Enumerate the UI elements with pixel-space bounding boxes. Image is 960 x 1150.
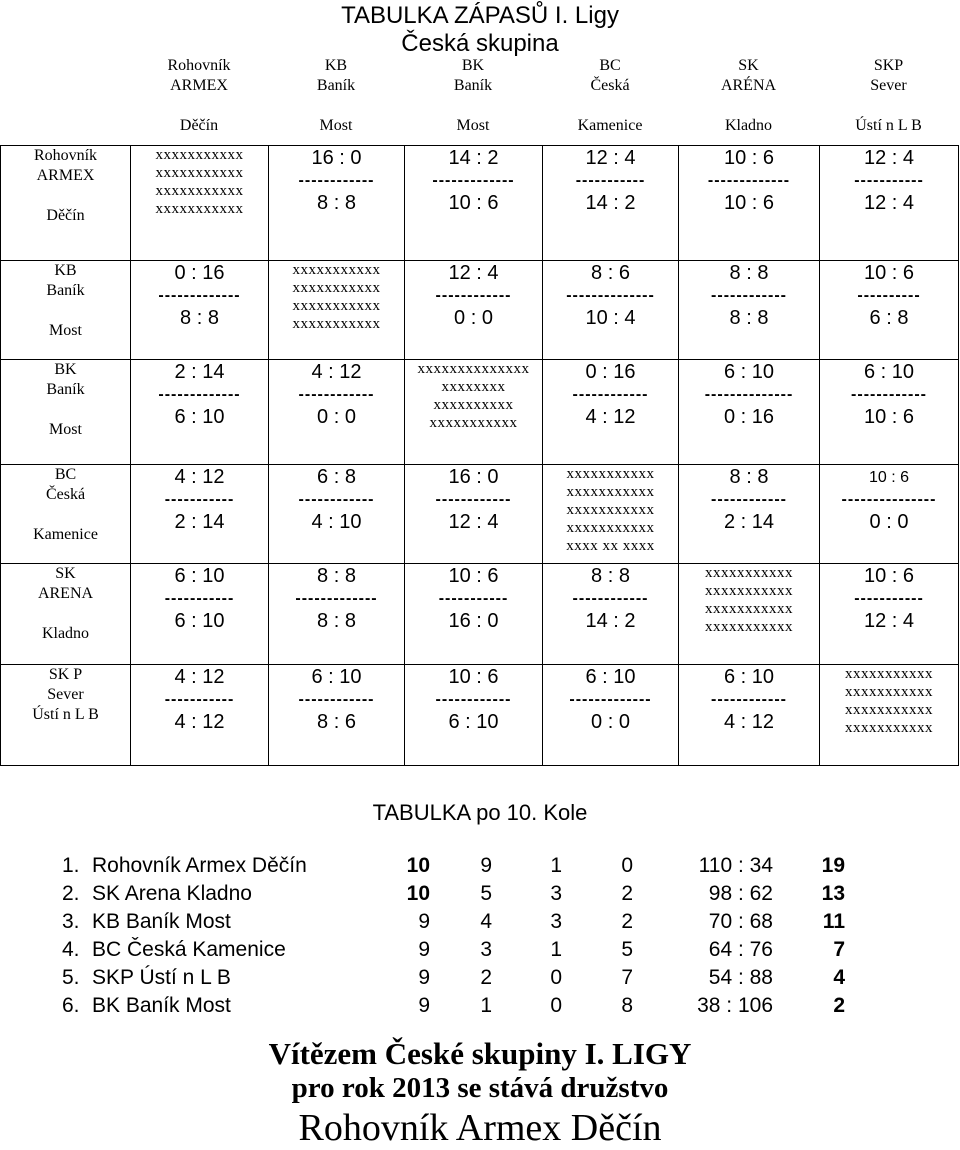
row-team-city: Most [49, 322, 82, 339]
self-match-mark: xxxxxxxxxxx [566, 466, 655, 482]
second-match-score: 0 : 0 [591, 711, 630, 733]
match-score-cell [543, 665, 679, 766]
self-match-mark: xxxxxxxxxxx [705, 583, 793, 599]
team-row [1, 146, 959, 261]
first-match-score: 10 : 6 [723, 147, 775, 169]
first-match-score: 8 : 8 [317, 565, 356, 587]
first-match-score: 6 : 8 [317, 466, 356, 488]
second-match-score: 10 : 4 [585, 307, 636, 329]
row-team-line: SK [55, 565, 76, 582]
second-match-score: 2 : 14 [174, 511, 225, 533]
score-divider: ------------ [572, 386, 649, 403]
score-divider: ------------ [572, 590, 649, 607]
row-team-line: Rohovník [33, 147, 98, 164]
first-match-score: 16 : 0 [311, 147, 362, 169]
match-score-cell [679, 465, 820, 564]
second-match-score: 4 : 12 [585, 406, 636, 428]
second-match-score: 10 : 6 [863, 406, 915, 428]
score-divider: ------------- [295, 590, 378, 607]
score-divider: ----------- [854, 172, 924, 189]
row-team-line: Baník [46, 282, 85, 299]
row-team-city: Most [49, 421, 82, 438]
self-match-mark: xxxxxxxxxxx [155, 147, 244, 163]
first-match-score: 4 : 12 [174, 466, 225, 488]
standings-score: 64 : 76 [708, 938, 773, 961]
column-header-line: Baník [453, 77, 493, 94]
self-match-mark: xxxxxxxxxxx [845, 702, 933, 718]
page-title: TABULKA ZÁPASŮ I. Ligy [341, 2, 619, 29]
standings-w: 4 [480, 910, 492, 933]
column-header-line: BK [461, 57, 485, 74]
second-match-score: 4 : 12 [174, 711, 225, 733]
first-match-score: 8 : 8 [591, 565, 630, 587]
match-score-cell [269, 665, 405, 766]
second-match-score: 0 : 0 [454, 307, 493, 329]
column-header [268, 56, 404, 140]
match-score-cell [820, 146, 959, 261]
standings-d: 1 [550, 938, 562, 961]
standings-score: 70 : 68 [708, 910, 773, 933]
row-team-line: Baník [46, 381, 85, 398]
column-header-city: Děčín [179, 117, 219, 134]
match-score-cell [131, 465, 269, 564]
match-score-cell [820, 360, 959, 465]
self-match-cell [269, 261, 405, 360]
self-match-mark: xxxxxxxxxxx [705, 619, 793, 635]
standings-w: 3 [480, 938, 492, 961]
standings-score: 38 : 106 [697, 994, 773, 1017]
second-match-score: 16 : 0 [448, 610, 499, 632]
standings-d: 0 [550, 994, 562, 1017]
first-match-score: 10 : 6 [448, 565, 499, 587]
column-header-line: Česká [590, 77, 630, 94]
standings-w: 2 [480, 966, 492, 989]
match-score-cell [131, 261, 269, 360]
first-match-score: 6 : 10 [723, 666, 775, 688]
standings-d: 0 [550, 966, 562, 989]
self-match-mark: xxxxxxxxxxx [845, 666, 933, 682]
column-header [819, 56, 958, 140]
standings-team: SKP Ústí n L B [92, 966, 231, 989]
standings-team: BC Česká Kamenice [92, 938, 286, 961]
match-score-cell [405, 261, 543, 360]
standings-team: SK Arena Kladno [92, 882, 252, 905]
match-score-cell [405, 665, 543, 766]
standings-pts: 11 [822, 910, 845, 933]
first-match-score: 2 : 14 [174, 361, 225, 383]
standings-p: 9 [418, 910, 430, 933]
standings-pts: 7 [833, 938, 845, 961]
standings-score: 98 : 62 [708, 882, 773, 905]
self-match-mark: xxxxxxxxxxx [292, 316, 381, 332]
match-score-cell [679, 360, 820, 465]
row-team-line: SK P [48, 666, 83, 683]
score-divider: ------------ [435, 691, 512, 708]
standings-row [62, 992, 845, 1020]
score-divider: ----------- [438, 590, 509, 607]
first-match-score: 6 : 10 [311, 666, 362, 688]
row-team-city: Kamenice [33, 526, 98, 543]
standings-l: 0 [621, 854, 633, 877]
standings-l: 7 [621, 966, 633, 989]
first-match-score: 8 : 8 [729, 262, 769, 284]
first-match-score: 4 : 12 [311, 361, 362, 383]
row-team-label [1, 465, 131, 564]
first-match-score: 10 : 6 [448, 666, 499, 688]
row-team-line: ARENA [37, 585, 94, 602]
self-match-mark: xxxxxxxxxxx [155, 183, 244, 199]
second-match-score: 14 : 2 [585, 610, 636, 632]
score-divider: ------------ [711, 287, 787, 304]
match-score-cell [820, 465, 959, 564]
team-row [1, 465, 959, 564]
team-row [1, 665, 959, 766]
score-divider: ------------ [298, 172, 375, 189]
standings-pts: 13 [821, 882, 845, 905]
score-divider: ------------ [298, 386, 375, 403]
match-score-cell [543, 146, 679, 261]
column-header [404, 56, 542, 140]
row-team-line: Ústí n L B [32, 706, 99, 723]
match-table [0, 145, 959, 766]
self-match-mark: xxxxxxxxxxx [845, 720, 933, 736]
score-divider: ----------- [164, 691, 235, 708]
column-header-line: SK [738, 57, 759, 74]
second-match-score: 6 : 10 [174, 406, 225, 428]
standings-p: 10 [406, 882, 430, 905]
winner-team: Rohovník Armex Děčín [298, 1107, 662, 1149]
second-match-score: 2 : 14 [723, 511, 775, 533]
column-header [542, 56, 678, 140]
second-match-score: 12 : 4 [863, 610, 915, 632]
score-divider: ----------- [164, 590, 235, 607]
standings-score: 54 : 88 [708, 966, 773, 989]
self-match-mark: xxxxxxxxxxx [292, 280, 381, 296]
self-match-mark: xxxxxxxxxxx [566, 502, 655, 518]
team-row [1, 564, 959, 665]
match-score-cell [405, 146, 543, 261]
first-match-score: 10 : 6 [863, 565, 915, 587]
standings-w: 9 [480, 854, 492, 877]
second-match-score: 8 : 8 [317, 192, 356, 214]
self-match-mark: xxxxxxxxxxx [566, 484, 655, 500]
match-score-cell [405, 564, 543, 665]
self-match-mark: xxxxxxxxxxx [155, 201, 244, 217]
standings-score: 110 : 34 [698, 854, 773, 877]
standings-row [62, 908, 845, 936]
row-team-line: BK [54, 361, 77, 378]
standings-pts: 2 [833, 994, 845, 1017]
standings-row [62, 852, 845, 880]
first-match-score: 6 : 10 [174, 565, 225, 587]
score-divider: ------------- [158, 386, 241, 403]
self-match-mark: xxxxxxxxxxx [566, 520, 655, 536]
first-match-score: 16 : 0 [448, 466, 499, 488]
standings-rank: 3. [62, 910, 80, 933]
self-match-cell [543, 465, 679, 564]
self-match-cell [131, 146, 269, 261]
column-header-line: Rohovník [167, 57, 231, 74]
second-match-score: 6 : 8 [869, 307, 909, 329]
second-match-score: 4 : 12 [723, 711, 775, 733]
standings-rank: 6. [62, 994, 80, 1017]
score-divider: ------------ [298, 691, 375, 708]
match-score-cell [269, 564, 405, 665]
score-divider: ------------ [711, 491, 787, 508]
second-match-score: 10 : 6 [723, 192, 775, 214]
row-team-label [1, 665, 131, 766]
column-header-line: ARMEX [170, 77, 228, 94]
first-match-score: 8 : 6 [591, 262, 630, 284]
standings-rank: 4. [62, 938, 80, 961]
standings-d: 1 [550, 854, 562, 877]
match-score-cell [131, 360, 269, 465]
standings-w: 5 [480, 882, 492, 905]
second-match-score: 6 : 10 [448, 711, 499, 733]
row-team-city: Kladno [41, 625, 90, 642]
row-team-city: Děčín [46, 207, 85, 224]
match-score-cell [269, 465, 405, 564]
second-match-score: 12 : 4 [863, 192, 915, 214]
second-match-score: 0 : 16 [723, 406, 775, 428]
match-score-cell [543, 360, 679, 465]
first-match-score: 6 : 10 [723, 361, 775, 383]
standings-pts: 4 [833, 966, 845, 989]
team-row [1, 261, 959, 360]
column-header-line: SKP [873, 57, 904, 74]
column-header-city: Most [456, 117, 490, 134]
standings-l: 8 [621, 994, 633, 1017]
score-divider: ------------- [432, 172, 515, 189]
score-divider: ------------- [158, 287, 241, 304]
score-divider: ----------- [575, 172, 646, 189]
column-header-city: Kamenice [577, 117, 643, 134]
winner-line-1: Vítězem České skupiny I. LIGY [268, 1036, 692, 1071]
column-header-line: KB [324, 57, 348, 74]
match-score-cell [543, 261, 679, 360]
row-team-line: Sever [47, 686, 84, 703]
score-divider: ------------ [298, 491, 375, 508]
second-match-score: 8 : 8 [317, 610, 356, 632]
standings-rank: 1. [62, 854, 80, 877]
first-match-score: 10 : 6 [863, 262, 915, 284]
self-match-mark: xxxxxxxxxxx [705, 565, 793, 581]
row-team-label [1, 261, 131, 360]
score-divider: ----------- [164, 491, 235, 508]
column-header-line: Sever [870, 77, 907, 94]
winner-line-2: pro rok 2013 se stává družstvo [291, 1072, 669, 1104]
match-score-cell [131, 564, 269, 665]
first-match-score: 10 : 6 [868, 469, 910, 486]
first-match-score: 12 : 4 [585, 147, 636, 169]
standings-pts: 19 [821, 854, 845, 877]
match-score-cell [679, 665, 820, 766]
score-divider: ----------- [854, 590, 924, 607]
match-score-cell [820, 564, 959, 665]
score-divider: -------------- [566, 287, 655, 304]
second-match-score: 0 : 0 [317, 406, 356, 428]
self-match-cell [679, 564, 820, 665]
score-divider: -------------- [704, 386, 794, 403]
standings-w: 1 [480, 994, 492, 1017]
first-match-score: 4 : 12 [174, 666, 225, 688]
second-match-score: 8 : 8 [729, 307, 769, 329]
self-match-mark: xxxxxxxxxxx [705, 601, 793, 617]
row-team-line: BC [54, 466, 77, 483]
match-score-cell [131, 665, 269, 766]
standings-rank: 2. [62, 882, 80, 905]
row-team-label [1, 146, 131, 261]
standings-row [62, 964, 845, 992]
first-match-score: 0 : 16 [585, 361, 636, 383]
score-divider: ------------ [711, 691, 787, 708]
page-subtitle: Česká skupina [401, 30, 559, 57]
standings-l: 2 [621, 910, 633, 933]
self-match-mark: xxxxxxxxxxx [292, 262, 381, 278]
score-divider: --------------- [841, 491, 937, 508]
row-team-line: Česká [45, 486, 86, 503]
standings-d: 3 [550, 910, 562, 933]
row-team-label [1, 360, 131, 465]
match-score-cell [405, 465, 543, 564]
standings-l: 2 [621, 882, 633, 905]
standings-p: 9 [418, 938, 430, 961]
match-score-cell [679, 146, 820, 261]
score-divider: ------------ [435, 287, 512, 304]
score-divider: ------------ [851, 386, 927, 403]
first-match-score: 6 : 10 [863, 361, 915, 383]
self-match-mark: xxxxxxxxxxx [292, 298, 381, 314]
standings-rank: 5. [62, 966, 80, 989]
second-match-score: 0 : 0 [869, 511, 909, 533]
self-match-mark: xxxxxxxxxx [433, 397, 514, 413]
column-header-line: Baník [316, 77, 356, 94]
column-header-line: BC [599, 57, 621, 74]
self-match-mark: xxxxxxxxxxxxxx [417, 361, 530, 377]
first-match-score: 12 : 4 [448, 262, 499, 284]
first-match-score: 14 : 2 [448, 147, 499, 169]
self-match-cell [405, 360, 543, 465]
match-score-cell [543, 564, 679, 665]
match-score-cell [269, 146, 405, 261]
column-header-line: ARÉNA [720, 77, 777, 94]
row-team-label [1, 564, 131, 665]
match-score-cell [269, 360, 405, 465]
first-match-score: 8 : 8 [729, 466, 769, 488]
second-match-score: 14 : 2 [585, 192, 636, 214]
standings-row [62, 880, 845, 908]
first-match-score: 12 : 4 [863, 147, 915, 169]
second-match-score: 12 : 4 [448, 511, 499, 533]
standings-p: 9 [418, 994, 430, 1017]
row-team-line: ARMEX [36, 167, 95, 184]
self-match-mark: xxxxxxxx [441, 379, 506, 395]
team-row [1, 360, 959, 465]
second-match-score: 6 : 10 [174, 610, 225, 632]
first-match-score: 6 : 10 [585, 666, 636, 688]
match-score-cell [820, 261, 959, 360]
standings-p: 10 [406, 854, 430, 877]
self-match-mark: xxxx xx xxxx [566, 538, 655, 554]
second-match-score: 8 : 6 [317, 711, 356, 733]
self-match-mark: xxxxxxxxxxx [155, 165, 244, 181]
second-match-score: 8 : 8 [180, 307, 219, 329]
second-match-score: 10 : 6 [448, 192, 499, 214]
second-match-score: 4 : 10 [311, 511, 362, 533]
standings-l: 5 [621, 938, 633, 961]
column-header-city: Kladno [724, 117, 773, 134]
score-divider: ---------- [857, 287, 921, 304]
standings-table [62, 852, 845, 1020]
standings-p: 9 [418, 966, 430, 989]
score-divider: ------------ [435, 491, 512, 508]
score-divider: ------------- [569, 691, 652, 708]
first-match-score: 0 : 16 [174, 262, 225, 284]
standings-row [62, 936, 845, 964]
column-header [130, 56, 268, 140]
self-match-cell [820, 665, 959, 766]
score-divider: ------------- [707, 172, 791, 189]
column-header-city: Most [319, 117, 353, 134]
column-header [678, 56, 819, 140]
standings-team: BK Baník Most [92, 994, 231, 1017]
standings-team: KB Baník Most [92, 910, 231, 933]
standings-title: TABULKA po 10. Kole [372, 800, 588, 825]
standings-d: 3 [550, 882, 562, 905]
standings-team: Rohovník Armex Děčín [92, 854, 307, 877]
match-score-cell [679, 261, 820, 360]
row-team-line: KB [54, 262, 77, 279]
self-match-mark: xxxxxxxxxxx [429, 415, 518, 431]
column-header-city: Ústí n L B [855, 117, 922, 134]
self-match-mark: xxxxxxxxxxx [845, 684, 933, 700]
